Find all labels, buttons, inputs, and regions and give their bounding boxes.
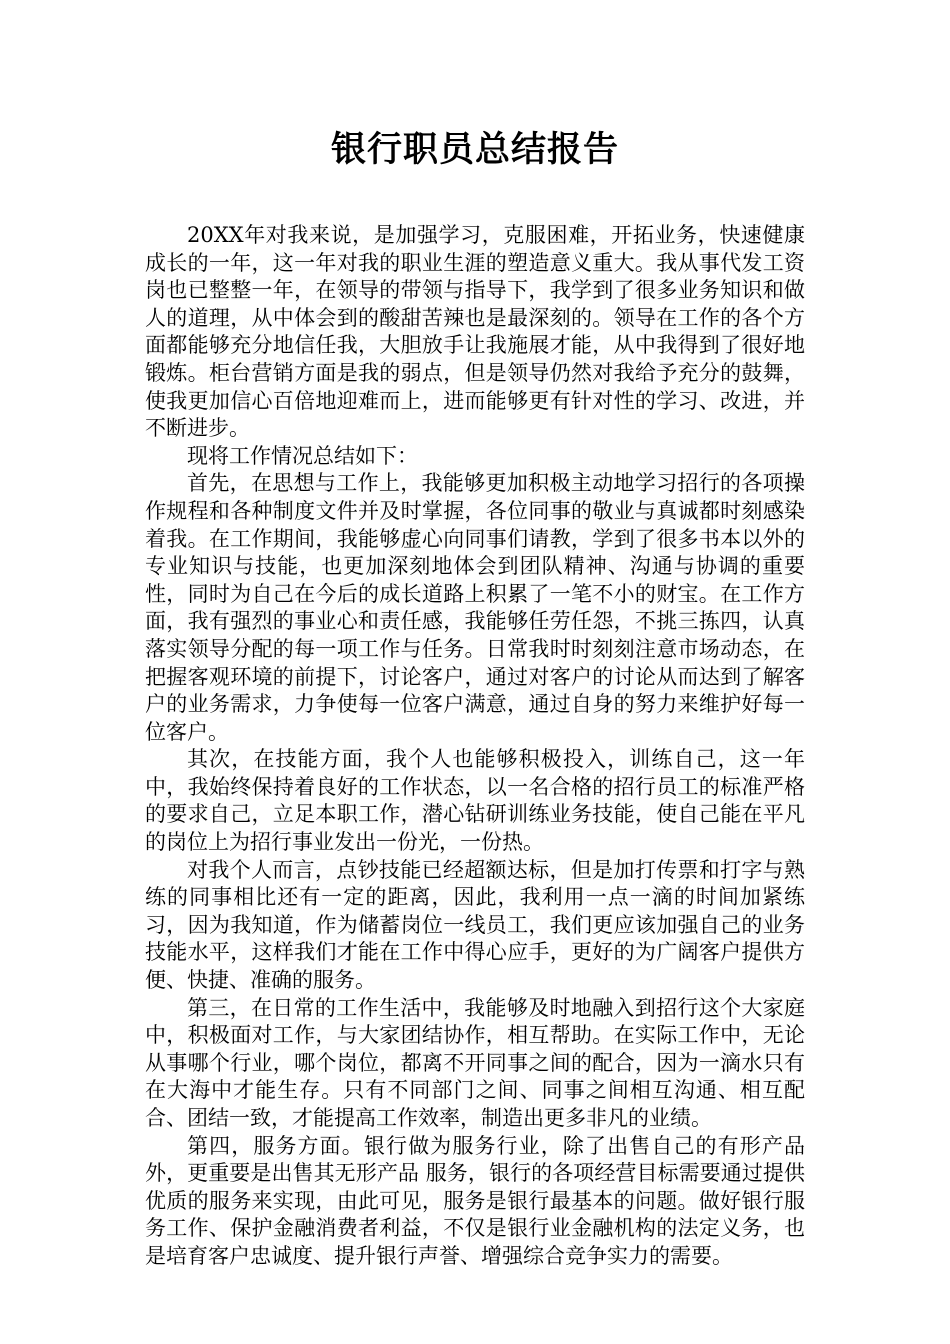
paragraph-intro: 20XX年对我来说，是加强学习，克服困难，开拓业务，快速健康成长的一年，这一年对我的职业生涯的塑造意义重大。我从事代发工资岗也已整整一年，在领导的带领与指导下，我学到了很多业务知识和做人的道理，从中体会到的酸甜苦辣也是最深刻的。领导在工作的各个方面都能够充分地信任我，大胆放手让我施展才能，从中我得到了很好地锻炼。柜台营销方面是我的弱点，但是领导仍然对我给予充分的鼓舞，使我更加信心百倍地迎难而上，进而能够更有针对性的学习、改进，并不断进步。 bbox=[145, 223, 805, 441]
paragraph-second: 其次，在技能方面，我个人也能够积极投入，训练自己，这一年中，我始终保持着良好的工作状态，以一名合格的招行员工的标准严格的要求自己，立足本职工作，潜心钻研训练业务技能，使自己能在平凡的岗位上为招行事业发出一份光，一份热。 bbox=[145, 747, 805, 855]
document-title: 银行职员总结报告 bbox=[330, 130, 619, 170]
paragraph-first: 首先，在思想与工作上，我能够更加积极主动地学习招行的各项操作规程和各种制度文件并及时掌握，各位同事的敬业与真诚都时刻感染着我。在工作期间，我能够虚心向同事们请教，学到了很多书本以外的专业知识与技能，也更加深刻地体会到团队精神、沟通与协调的重要性，同时为自己在今后的成长道路上积累了一笔不小的财宝。在工作方面，我有强烈的事业心和责任感，我能够任劳任怨，不挑三拣四，认真落实领导分配的每一项工作与任务。日常我时时刻刻注意市场动态，在把握客观环境的前提下，讨论客户，通过对客户的讨论从而达到了解客户的业务需求，力争使每一位客户满意，通过自身的努力来维护好每一位客户。 bbox=[145, 471, 805, 744]
paragraph-personal-skills: 对我个人而言，点钞技能已经超额达标，但是加打传票和打字与熟练的同事相比还有一定的距离，因此，我利用一点一滴的时间加紧练习，因为我知道，作为储蓄岗位一线员工，我们更应该加强自己的业务技能水平，这样我们才能在工作中得心应手，更好的为广阔客户提供方便、快捷、准确的服务。 bbox=[145, 857, 805, 993]
paragraph-summary-lead: 现将工作情况总结如下： bbox=[187, 443, 418, 468]
paragraph-fourth: 第四，服务方面。银行做为服务行业，除了出售自己的有形产品外，更重要是出售其无形产品 服务，银行的各项经营目标需要通过提供优质的服务来实现，由此可见，服务是银行最基本的问题。做好银行服务工作、保护金融消费者利益，不仅是银行业金融机构的法定义务，也是培育客户忠诚度、提升银行声誉、增强综合竞争实力的需要。 bbox=[145, 1133, 805, 1268]
document-body bbox=[145, 222, 805, 1271]
paragraph-third: 第三，在日常的工作生活中，我能够及时地融入到招行这个大家庭中，积极面对工作，与大家团结协作，相互帮助。在实际工作中，无论从事哪个行业，哪个岗位，都离不开同事之间的配合，因为一滴水只有在大海中才能生存。只有不同部门之间、同事之间相互沟通、相互配合、团结一致，才能提高工作效率，制造出更多非凡的业绩。 bbox=[145, 995, 805, 1130]
